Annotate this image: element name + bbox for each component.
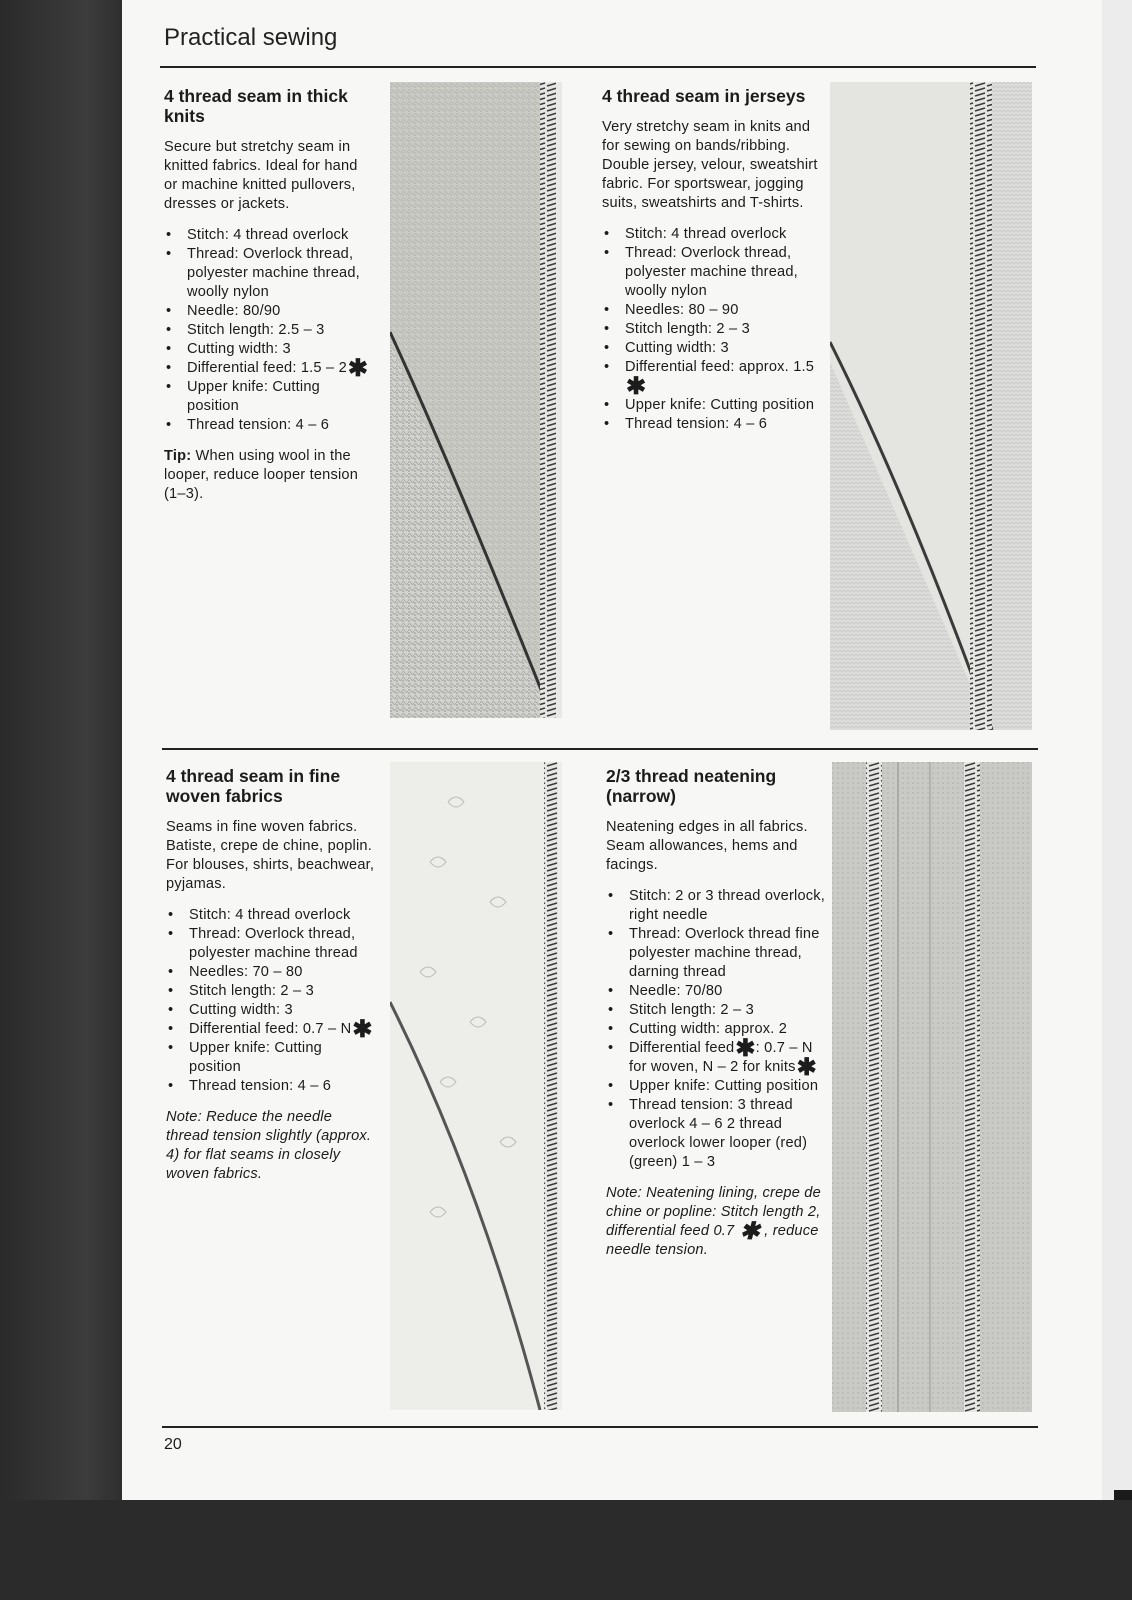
scan-background-bottom [0, 1500, 1132, 1600]
spec-item: • Thread tension: 3 thread overlock 4 – 6 2 thread overlock lower looper (red) (green) 1 – 3 [606, 1096, 834, 1172]
spec-item: • Needles: 80 – 90 [602, 301, 832, 320]
photo-jersey-seam [830, 82, 1032, 730]
section-description: Seams in fine woven fabrics. Batiste, crepe de chine, poplin. For blouses, shirts, beachwear, pyjamas. [166, 819, 375, 892]
spec-item: • Stitch length: 2 – 3 [606, 1001, 834, 1020]
spec-list [602, 225, 832, 434]
document-page [122, 0, 1102, 1500]
spec-item: • Thread tension: 4 – 6 [164, 416, 369, 435]
spec-item: • Needles: 70 – 80 [166, 963, 376, 982]
spec-item: • Upper knife: Cutting position [606, 1077, 834, 1096]
spec-item: • Stitch length: 2 – 3 [602, 320, 832, 339]
spec-item: • Needle: 70/80 [606, 982, 834, 1001]
section-thick-knits [164, 86, 369, 504]
spec-list [164, 226, 369, 435]
spec-item: • Cutting width: 3 [602, 339, 832, 358]
spec-item: • Cutting width: 3 [166, 1001, 376, 1020]
photo-thick-knit-seam [390, 82, 562, 718]
section-description: Secure but stretchy seam in knitted fabrics. Ideal for hand or machine knitted pullovers, dresses or jackets. [164, 139, 358, 212]
spec-item: • Upper knife: Cutting position [602, 396, 832, 415]
section-jerseys [602, 86, 832, 446]
section-title: 2/3 thread neatening (narrow) [606, 766, 777, 806]
spec-item: • Thread: Overlock thread, polyester machine thread [166, 925, 376, 963]
middle-rule [162, 748, 1038, 750]
spec-list [606, 887, 834, 1172]
spec-list [166, 906, 376, 1096]
section-neatening [606, 766, 834, 1260]
note-text: Note: Reduce the needle thread tension slightly (approx. 4) for flat seams in closely woven fabrics. [166, 1109, 372, 1182]
section-title: 4 thread seam in thick knits [164, 86, 348, 126]
photo-neatening-seam [832, 762, 1032, 1412]
spec-item: • Stitch length: 2.5 – 3 [164, 321, 369, 340]
section-description: Neatening edges in all fabrics. Seam allowances, hems and facings. [606, 819, 808, 873]
footer-rule [162, 1426, 1038, 1428]
page-number: 20 [164, 1436, 182, 1453]
asterisk-icon: ✱ [796, 1054, 817, 1081]
spec-item: • Stitch length: 2 – 3 [166, 982, 376, 1001]
spec-item: • Stitch: 4 thread overlock [164, 226, 369, 245]
asterisk-icon: ✱ [352, 1016, 373, 1043]
page-header-title: Practical sewing [164, 24, 338, 51]
photo-fine-woven-seam [390, 762, 562, 1410]
spec-item: • Differential feed✱: 0.7 – N for woven, N – 2 for knits✱ [606, 1039, 834, 1077]
tip-text: Tip: When using wool in the looper, reduce looper tension (1–3). [164, 448, 359, 502]
section-title: 4 thread seam in jerseys [602, 86, 806, 106]
spec-item: • Differential feed: 1.5 – 2✱ [164, 359, 369, 378]
spec-item: • Stitch: 4 thread overlock [602, 225, 832, 244]
section-fine-woven [166, 766, 376, 1184]
header-rule [160, 66, 1036, 68]
section-description: Very stretchy seam in knits and for sewing on bands/ribbing. Double jersey, velour, sweatshirt fabric. For sportswear, jogging suits, sweatshirts and T-shirts. [602, 119, 818, 211]
note-text: Note: Neatening lining, crepe de chine or popline: Stitch length 2, differential feed 0.7 ✱ , reduce needle tension. [606, 1185, 821, 1258]
spec-item: • Thread: Overlock thread, polyester machine thread, woolly nylon [602, 244, 832, 301]
asterisk-icon: ✱ [739, 1218, 760, 1245]
spec-item: • Thread tension: 4 – 6 [602, 415, 832, 434]
asterisk-icon: ✱ [735, 1035, 756, 1062]
spec-item: • Upper knife: Cutting position [166, 1039, 376, 1077]
spec-item: • Upper knife: Cutting position [164, 378, 369, 416]
spec-item: • Differential feed: approx. 1.5✱ [602, 358, 832, 396]
asterisk-icon: ✱ [347, 355, 369, 382]
spec-item: • Stitch: 2 or 3 thread overlock, right needle [606, 887, 834, 925]
spec-item: • Needle: 80/90 [164, 302, 369, 321]
spec-item: • Thread: Overlock thread, polyester machine thread, woolly nylon [164, 245, 369, 302]
section-title: 4 thread seam in fine woven fabrics [166, 766, 341, 806]
spec-item: • Cutting width: 3 [164, 340, 369, 359]
spec-item: • Thread: Overlock thread fine polyester machine thread, darning thread [606, 925, 834, 982]
scan-background-left [0, 0, 122, 1600]
spec-item: • Differential feed: 0.7 – N✱ [166, 1020, 376, 1039]
spec-item: • Stitch: 4 thread overlock [166, 906, 376, 925]
asterisk-icon: ✱ [626, 373, 647, 400]
spec-item: • Cutting width: approx. 2 [606, 1020, 834, 1039]
spec-item: • Thread tension: 4 – 6 [166, 1077, 376, 1096]
